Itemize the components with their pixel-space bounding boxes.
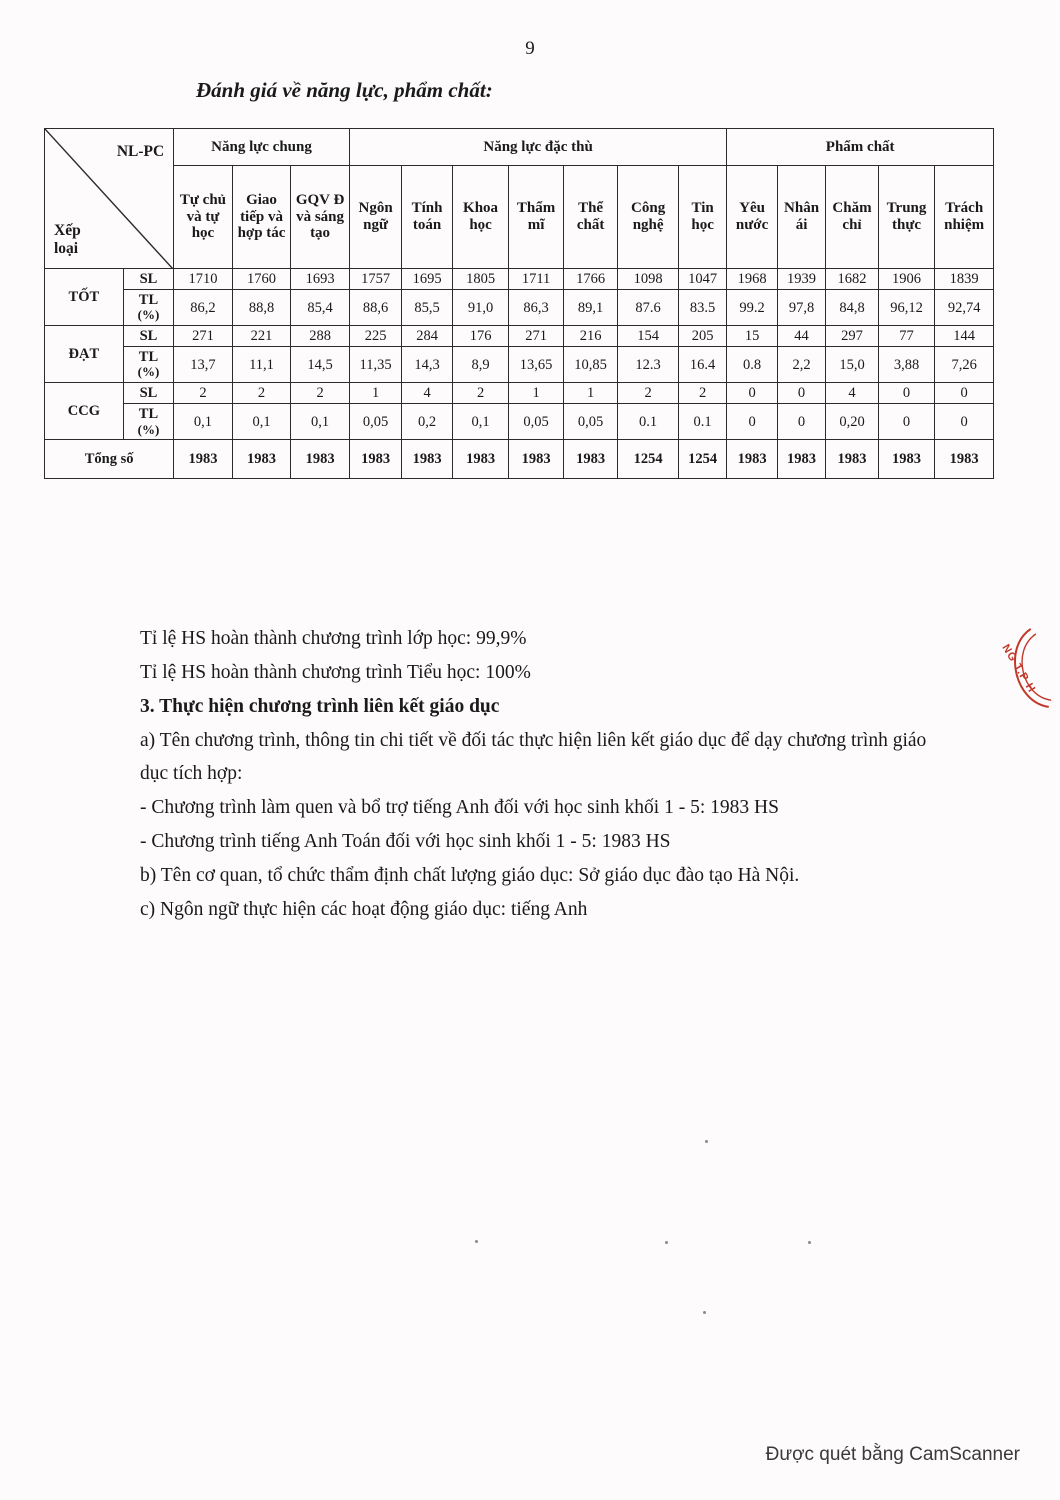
body-text bbox=[140, 622, 950, 927]
total-cell: 1254 bbox=[678, 440, 726, 479]
cell: 1693 bbox=[291, 269, 350, 290]
cell: 87.6 bbox=[618, 290, 679, 326]
table-corner-cell bbox=[45, 129, 174, 269]
total-cell: 1983 bbox=[727, 440, 777, 479]
table-row bbox=[45, 326, 994, 347]
cell: 88,6 bbox=[349, 290, 401, 326]
cell: 0,1 bbox=[291, 404, 350, 440]
total-cell: 1983 bbox=[452, 440, 509, 479]
cell: 14,5 bbox=[291, 347, 350, 383]
cell: 77 bbox=[878, 326, 935, 347]
cell: 225 bbox=[349, 326, 401, 347]
metric-label-main: SL bbox=[139, 385, 158, 402]
cell: 89,1 bbox=[563, 290, 618, 326]
cell: 92,74 bbox=[935, 290, 994, 326]
metric-label bbox=[123, 404, 173, 440]
section-heading: Đánh giá về năng lực, phẩm chất: bbox=[196, 78, 493, 102]
cell: 8,9 bbox=[452, 347, 509, 383]
scan-artifact-dot bbox=[703, 1311, 706, 1314]
cell: 99.2 bbox=[727, 290, 777, 326]
cell: 1805 bbox=[452, 269, 509, 290]
total-label: Tổng số bbox=[45, 440, 174, 479]
cell: 0,20 bbox=[826, 404, 878, 440]
cell: 1 bbox=[563, 383, 618, 404]
cell: 84,8 bbox=[826, 290, 878, 326]
total-cell: 1983 bbox=[349, 440, 401, 479]
col-header-1: Giao tiếp và hợp tác bbox=[232, 166, 291, 269]
camscanner-footer: Được quét bằng CamScanner bbox=[765, 1444, 1020, 1465]
table-row bbox=[45, 290, 994, 326]
cell: 14,3 bbox=[402, 347, 452, 383]
paragraph-5: - Chương trình tiếng Anh Toán đối với học sinh khối 1 - 5: 1983 HS bbox=[140, 831, 671, 852]
row-label-dat: ĐẠT bbox=[45, 326, 124, 383]
cell: 1047 bbox=[678, 269, 726, 290]
cell: 44 bbox=[777, 326, 825, 347]
cell: 154 bbox=[618, 326, 679, 347]
total-cell: 1983 bbox=[563, 440, 618, 479]
cell: 1766 bbox=[563, 269, 618, 290]
total-cell: 1983 bbox=[777, 440, 825, 479]
corner-label-rows-line1: Xếp bbox=[54, 222, 81, 240]
metric-label-main: SL bbox=[139, 271, 158, 287]
cell: 221 bbox=[232, 326, 291, 347]
cell: 2,2 bbox=[777, 347, 825, 383]
cell: 10,85 bbox=[563, 347, 618, 383]
cell: 205 bbox=[678, 326, 726, 347]
stamp-text: NG T.P H bbox=[999, 642, 1038, 696]
col-header-0: Tự chủ và tự học bbox=[174, 166, 233, 269]
total-cell: 1983 bbox=[402, 440, 452, 479]
cell: 0 bbox=[777, 404, 825, 440]
row-label-ccg: CCG bbox=[45, 383, 124, 440]
cell: 0,05 bbox=[509, 404, 564, 440]
cell: 0 bbox=[935, 404, 994, 440]
cell: 144 bbox=[935, 326, 994, 347]
cell: 1968 bbox=[727, 269, 777, 290]
total-cell: 1983 bbox=[826, 440, 878, 479]
cell: 3,88 bbox=[878, 347, 935, 383]
group-header-pham-chat: Phẩm chất bbox=[727, 129, 994, 166]
metric-label bbox=[123, 383, 173, 404]
cell: 1 bbox=[509, 383, 564, 404]
col-header-3: Ngôn ngữ bbox=[349, 166, 401, 269]
corner-label-columns: NL-PC bbox=[116, 143, 165, 160]
metric-label bbox=[123, 347, 173, 383]
cell: 91,0 bbox=[452, 290, 509, 326]
cell: 0 bbox=[878, 404, 935, 440]
cell: 0 bbox=[727, 383, 777, 404]
total-cell: 1983 bbox=[509, 440, 564, 479]
cell: 1695 bbox=[402, 269, 452, 290]
cell: 13,65 bbox=[509, 347, 564, 383]
official-stamp bbox=[991, 624, 1053, 718]
cell: 1710 bbox=[174, 269, 233, 290]
metric-label-main: SL bbox=[139, 328, 158, 345]
paragraph-7: c) Ngôn ngữ thực hiện các hoạt động giáo dục: tiếng Anh bbox=[140, 899, 588, 920]
col-header-13: Trung thực bbox=[878, 166, 935, 269]
cell: 1757 bbox=[349, 269, 401, 290]
cell: 0,1 bbox=[174, 404, 233, 440]
paragraph-4: - Chương trình làm quen và bổ trợ tiếng Anh đối với học sinh khối 1 - 5: 1983 HS bbox=[140, 797, 779, 818]
scan-artifact-dot bbox=[705, 1140, 708, 1143]
total-cell: 1254 bbox=[618, 440, 679, 479]
cell: 1682 bbox=[826, 269, 878, 290]
cell: 216 bbox=[563, 326, 618, 347]
cell: 97,8 bbox=[777, 290, 825, 326]
table-row bbox=[45, 347, 994, 383]
total-cell: 1983 bbox=[174, 440, 233, 479]
evaluation-table bbox=[44, 128, 994, 479]
cell: 11,35 bbox=[349, 347, 401, 383]
cell: 0.1 bbox=[678, 404, 726, 440]
metric-label-main: TL bbox=[138, 292, 159, 309]
cell: 1839 bbox=[935, 269, 994, 290]
cell: 0,1 bbox=[452, 404, 509, 440]
corner-label-rows bbox=[54, 222, 81, 258]
paragraph-2-heading: 3. Thực hiện chương trình liên kết giáo dục bbox=[140, 696, 500, 717]
cell: 288 bbox=[291, 326, 350, 347]
scan-artifact-dot bbox=[665, 1241, 668, 1244]
table-row bbox=[45, 269, 994, 290]
page-number: 9 bbox=[525, 38, 535, 59]
metric-label bbox=[123, 290, 173, 326]
group-header-nang-luc-chung: Năng lực chung bbox=[174, 129, 350, 166]
col-header-6: Thẩm mĩ bbox=[509, 166, 564, 269]
table-row bbox=[45, 404, 994, 440]
table-total-row bbox=[45, 440, 994, 479]
cell: 15,0 bbox=[826, 347, 878, 383]
col-header-12: Chăm chỉ bbox=[826, 166, 878, 269]
metric-label bbox=[123, 269, 173, 290]
cell: 2 bbox=[678, 383, 726, 404]
cell: 176 bbox=[452, 326, 509, 347]
cell: 86,3 bbox=[509, 290, 564, 326]
cell: 0 bbox=[727, 404, 777, 440]
table-row bbox=[45, 383, 994, 404]
cell: 2 bbox=[232, 383, 291, 404]
cell: 1939 bbox=[777, 269, 825, 290]
corner-label-rows-line2: loại bbox=[54, 240, 79, 258]
cell: 297 bbox=[826, 326, 878, 347]
cell: 4 bbox=[826, 383, 878, 404]
total-cell: 1983 bbox=[232, 440, 291, 479]
paragraph-1: Tỉ lệ HS hoàn thành chương trình Tiểu học: 100% bbox=[140, 662, 531, 683]
total-cell: 1983 bbox=[878, 440, 935, 479]
cell: 0.1 bbox=[618, 404, 679, 440]
cell: 1906 bbox=[878, 269, 935, 290]
metric-label bbox=[123, 326, 173, 347]
cell: 0 bbox=[777, 383, 825, 404]
metric-label-sub: (%) bbox=[137, 421, 160, 437]
col-header-2: GQV Đ và sáng tạo bbox=[291, 166, 350, 269]
col-header-4: Tính toán bbox=[402, 166, 452, 269]
paragraph-0: Tỉ lệ HS hoàn thành chương trình lớp học: 99,9% bbox=[140, 628, 527, 649]
col-header-8: Công nghệ bbox=[618, 166, 679, 269]
paragraph-3: a) Tên chương trình, thông tin chi tiết về đối tác thực hiện liên kết giáo dục để dạy chương trình giáo dục tích hợp: bbox=[140, 730, 927, 784]
col-header-5: Khoa học bbox=[452, 166, 509, 269]
total-cell: 1983 bbox=[935, 440, 994, 479]
cell: 86,2 bbox=[174, 290, 233, 326]
metric-label-sub: (%) bbox=[137, 364, 160, 380]
cell: 15 bbox=[727, 326, 777, 347]
cell: 1 bbox=[349, 383, 401, 404]
cell: 83.5 bbox=[678, 290, 726, 326]
cell: 271 bbox=[174, 326, 233, 347]
paragraph-6: b) Tên cơ quan, tổ chức thẩm định chất lượng giáo dục: Sở giáo dục đào tạo Hà Nội. bbox=[140, 865, 800, 886]
cell: 0.8 bbox=[727, 347, 777, 383]
cell: 12.3 bbox=[618, 347, 679, 383]
cell: 13,7 bbox=[174, 347, 233, 383]
cell: 0,1 bbox=[232, 404, 291, 440]
cell: 0 bbox=[878, 383, 935, 404]
metric-label-main: TL bbox=[138, 349, 159, 366]
cell: 2 bbox=[291, 383, 350, 404]
col-header-7: Thể chất bbox=[563, 166, 618, 269]
evaluation-table-wrapper bbox=[44, 128, 994, 479]
cell: 4 bbox=[402, 383, 452, 404]
cell: 2 bbox=[618, 383, 679, 404]
scan-artifact-dot bbox=[808, 1241, 811, 1244]
cell: 0 bbox=[935, 383, 994, 404]
col-header-11: Nhân ái bbox=[777, 166, 825, 269]
total-cell: 1983 bbox=[291, 440, 350, 479]
cell: 0,05 bbox=[563, 404, 618, 440]
col-header-9: Tin học bbox=[678, 166, 726, 269]
col-header-10: Yêu nước bbox=[727, 166, 777, 269]
cell: 7,26 bbox=[935, 347, 994, 383]
row-label-tot: TỐT bbox=[45, 269, 124, 326]
cell: 1098 bbox=[618, 269, 679, 290]
cell: 2 bbox=[452, 383, 509, 404]
scan-artifact-dot bbox=[475, 1240, 478, 1243]
cell: 284 bbox=[402, 326, 452, 347]
metric-label-sub: (%) bbox=[137, 307, 160, 323]
cell: 1760 bbox=[232, 269, 291, 290]
cell: 96,12 bbox=[878, 290, 935, 326]
cell: 0,2 bbox=[402, 404, 452, 440]
cell: 0,05 bbox=[349, 404, 401, 440]
cell: 2 bbox=[174, 383, 233, 404]
cell: 16.4 bbox=[678, 347, 726, 383]
cell: 85,5 bbox=[402, 290, 452, 326]
cell: 271 bbox=[509, 326, 564, 347]
cell: 85,4 bbox=[291, 290, 350, 326]
cell: 11,1 bbox=[232, 347, 291, 383]
metric-label-main: TL bbox=[138, 406, 159, 423]
cell: 1711 bbox=[509, 269, 564, 290]
cell: 88,8 bbox=[232, 290, 291, 326]
col-header-14: Trách nhiệm bbox=[935, 166, 994, 269]
group-header-nang-luc-dac-thu: Năng lực đặc thù bbox=[349, 129, 727, 166]
